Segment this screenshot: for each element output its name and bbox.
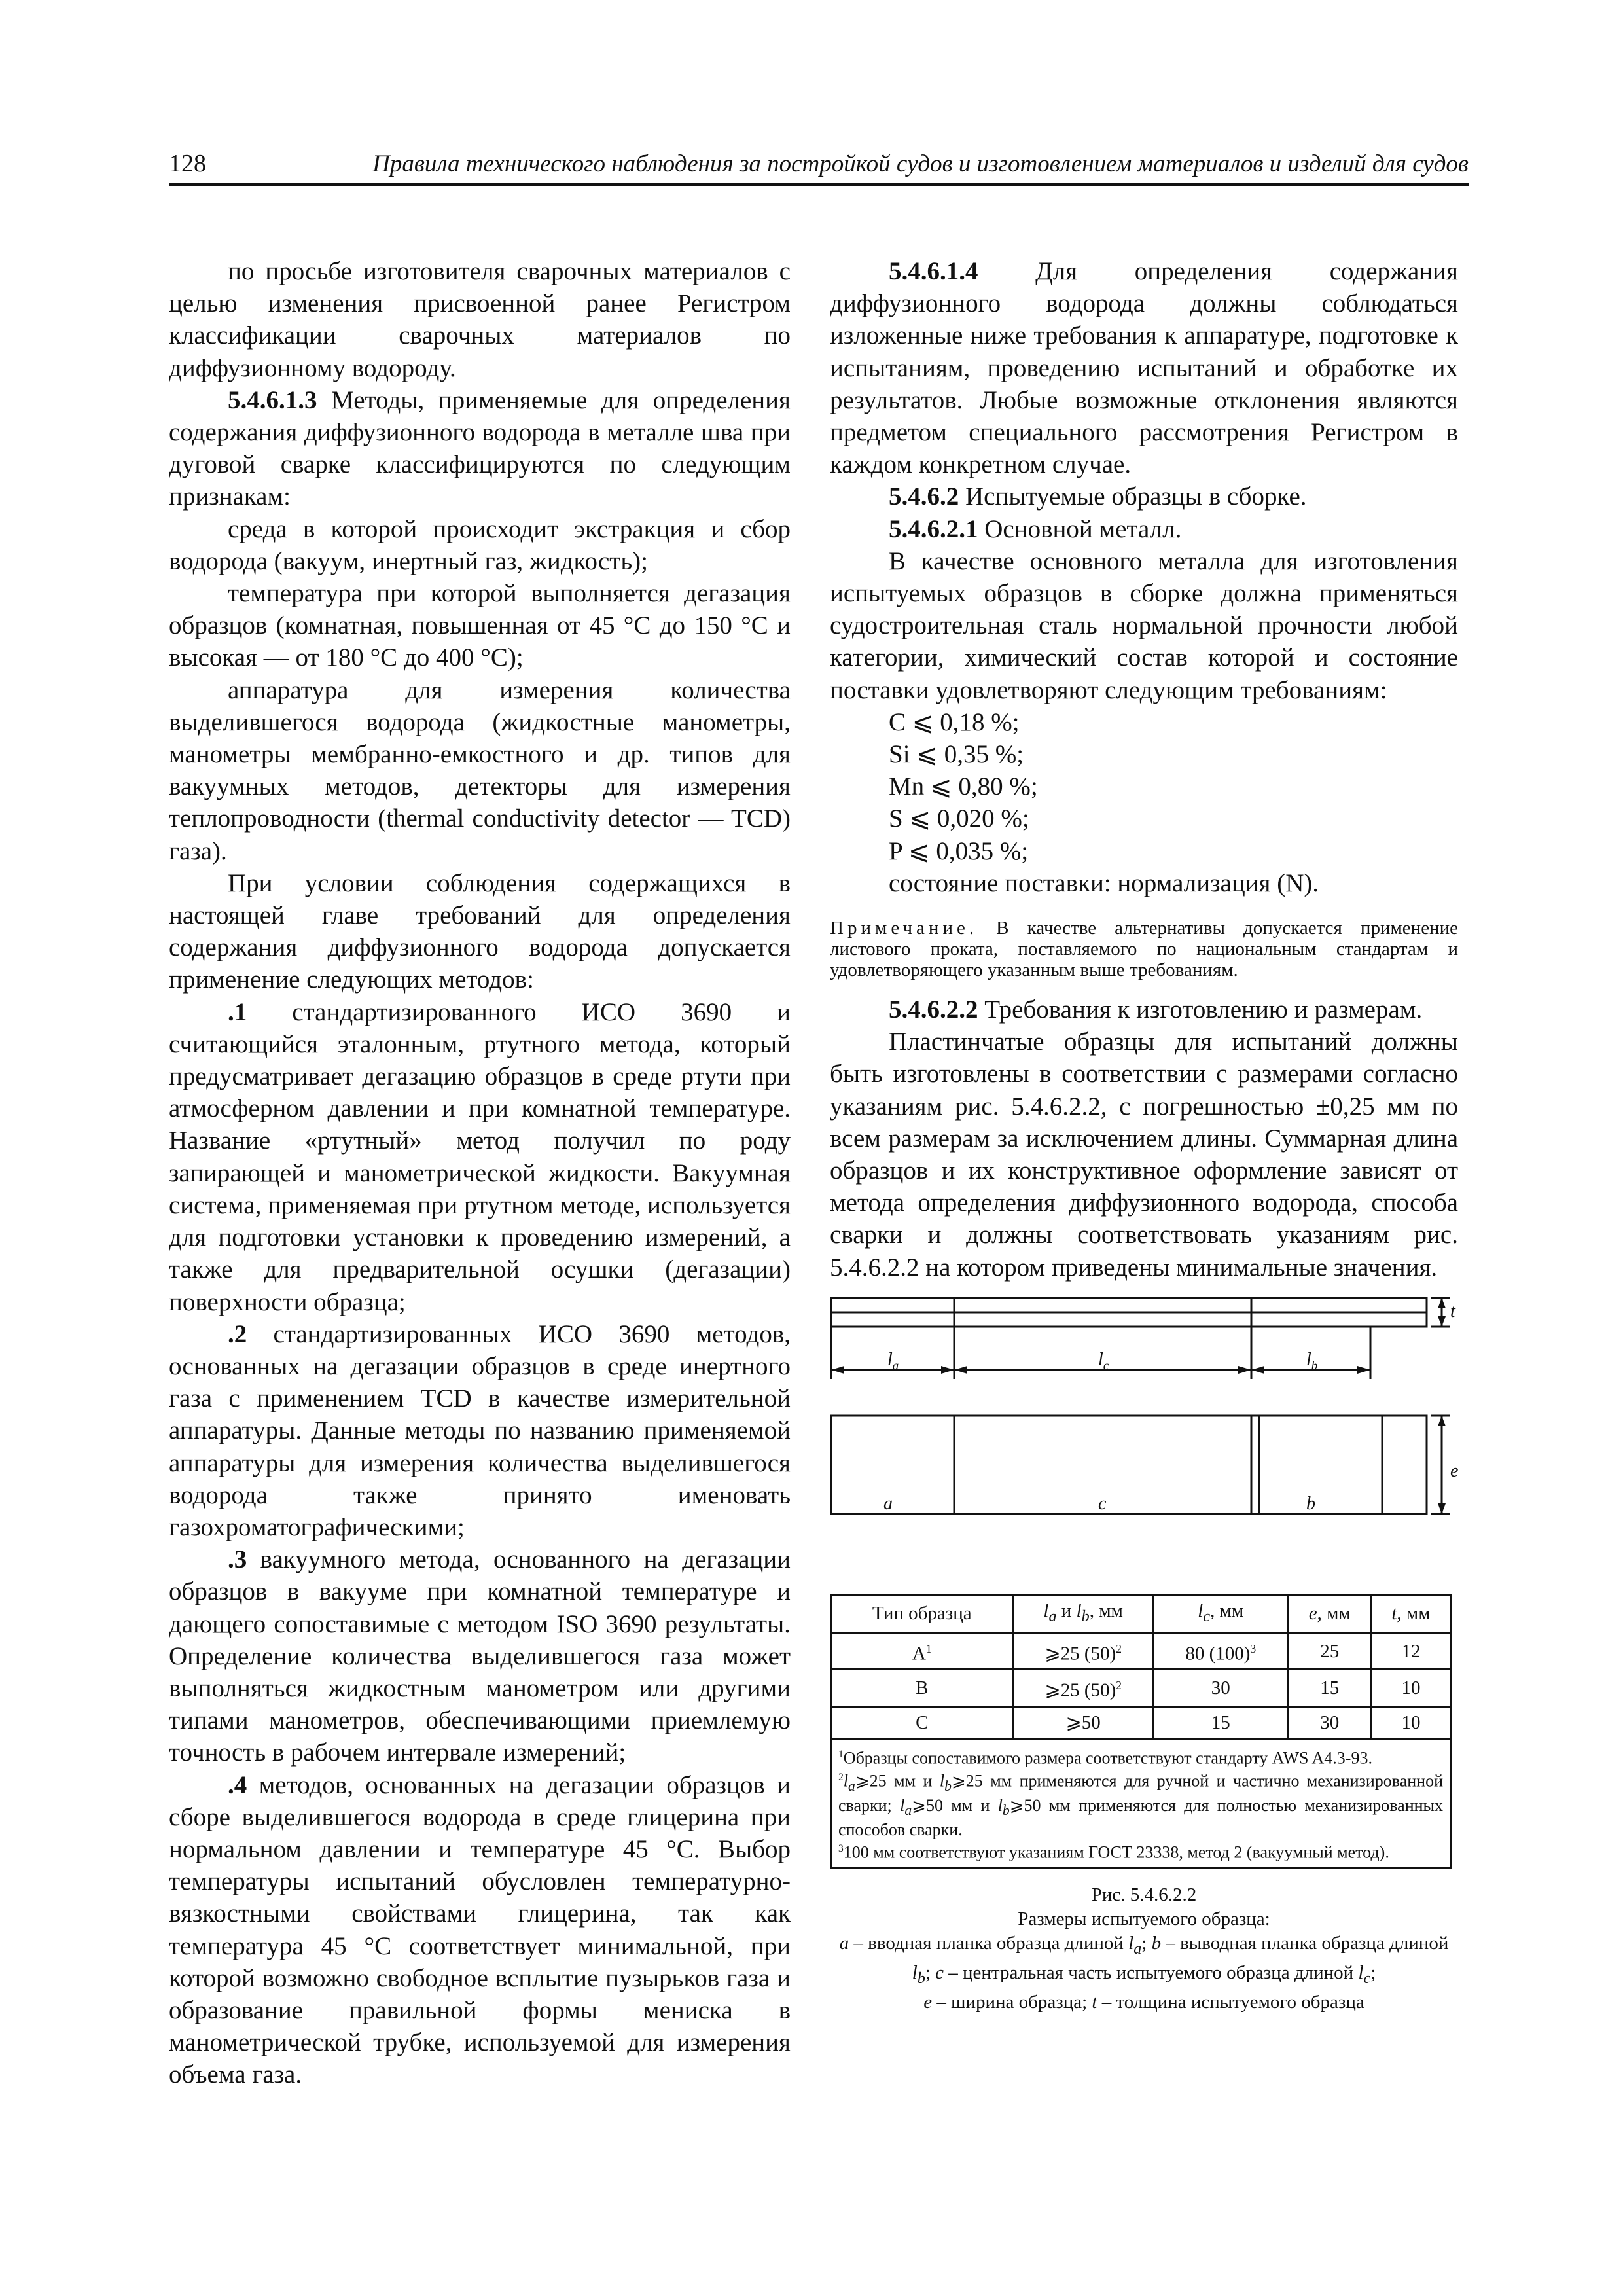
legend-text: – центральная часть испытуемого образца длиной — [944, 1962, 1359, 1984]
cell-type: B — [831, 1670, 1013, 1707]
footnote-mark: 2 — [838, 1771, 844, 1783]
footnote-3 — [838, 1839, 1443, 1862]
header-mm-2: , мм — [1210, 1600, 1244, 1621]
table-footnotes — [831, 1739, 1451, 1868]
clause-number: 5.4.6.2 — [889, 482, 959, 511]
dim-label-la-letter: l — [887, 1349, 893, 1370]
fn2-a: a — [848, 1778, 855, 1794]
paragraph: температура при которой выполняется дегазация образцов (комнатная, повышенная от 45 °C до 150 °C и высокая — от 180 °C до 400 °C); — [169, 579, 791, 672]
arrow-b-right — [1251, 1366, 1264, 1374]
legend-text: – выводная планка образца длиной — [1161, 1933, 1449, 1954]
paragraph — [169, 1769, 791, 2091]
table-row — [831, 1632, 1451, 1670]
paragraph-text: Для определения содержания диффузионного водорода должны соблюдаться изложенные ниже требования к аппаратуре, подготовке к испытаниям, проведению испытаний и обработке их результатов. Любые возможные отклонения являются предметом специального рассмотрения Регистром в каждом конкретном случае. — [830, 257, 1458, 479]
chem-c: C ⩽ 0,18 %; — [889, 708, 1020, 736]
fn2-text-2: ⩾25 мм применяются для ручной и частично механизированной сварки; — [838, 1771, 1443, 1815]
header-la: l — [1043, 1600, 1049, 1621]
plan-view-outline — [831, 1416, 1427, 1514]
item-number: .1 — [228, 997, 247, 1026]
arrow-a-left — [941, 1366, 954, 1374]
cell-la-lb — [1013, 1632, 1153, 1670]
dim-label-t: t — [1450, 1300, 1455, 1321]
header-mm-4: , мм — [1397, 1603, 1431, 1624]
footnote-mark: 3 — [838, 1842, 844, 1854]
header-t — [1371, 1594, 1450, 1632]
legend-text: – вводная планка образца длиной — [849, 1933, 1129, 1954]
table-row — [831, 1670, 1451, 1707]
part-label-a: a — [883, 1493, 893, 1514]
header-la-sub: a — [1048, 1607, 1057, 1625]
header-and: и — [1056, 1600, 1077, 1621]
dim-label-lb — [1306, 1344, 1317, 1382]
drawing-svg — [830, 1293, 1458, 1594]
paragraph — [830, 994, 1458, 1026]
running-title: Правила технического наблюдения за постройкой судов и изготовлением материалов и изделий для судов — [372, 151, 1469, 177]
legend-c: c — [935, 1962, 944, 1984]
arrow-e-top — [1438, 1416, 1446, 1426]
figure-title: Размеры испытуемого образца: — [1018, 1909, 1270, 1930]
legend-sub: a — [1133, 1940, 1142, 1958]
cell-t: 12 — [1371, 1632, 1450, 1670]
footnote-ref: 1 — [925, 1641, 932, 1655]
paragraph-text: методов, основанных на дегазации образцов и сборе выделившегося водорода в среде глицерина при нормальном давлении и температуре 45 °C. Выбор температуры испытаний обусловлен температурно-вязкостными свойствами глицерина, так как температура 45 °C соответствует минимальной, при которой возможно свободное всплытие пузырьков газа и образование правильной формы мениска в манометрической трубке, используемой для измерения объема газа. — [169, 1770, 791, 2089]
paragraph — [169, 384, 791, 513]
cell-e: 30 — [1288, 1707, 1371, 1739]
legend-t: t — [1092, 1991, 1097, 2013]
footnote-ref: 2 — [1116, 1641, 1122, 1655]
dim-label-lb-sub: b — [1311, 1359, 1318, 1373]
cell-e: 25 — [1288, 1632, 1371, 1670]
paragraph: В качестве основного металла для изготовления испытуемых образцов в сборке должна применяться судостроительная сталь нормальной прочности любой категории, химический состав которой и состояние поставки удовлетворяют следующим требованиям: — [830, 547, 1458, 704]
cell-type — [831, 1632, 1013, 1670]
arrow-t-bottom — [1438, 1316, 1446, 1327]
legend-e: e — [923, 1991, 933, 2013]
right-column — [830, 255, 1458, 2015]
paragraph — [169, 1318, 791, 1543]
legend-l: l — [1358, 1962, 1364, 1984]
paragraph — [830, 513, 1458, 545]
note — [830, 918, 1458, 980]
legend-text: ; — [1141, 1933, 1152, 1954]
cell-lab-value: ⩾25 (50) — [1044, 1643, 1116, 1664]
header-lc-letter: l — [1198, 1600, 1204, 1621]
footnote-1 — [838, 1745, 1443, 1768]
cell-lc — [1153, 1632, 1288, 1670]
clause-number: 5.4.6.1.4 — [889, 257, 978, 285]
figure-legend-2 — [830, 1990, 1458, 2015]
clause-number: 5.4.6.1.3 — [228, 386, 317, 414]
specimen-drawing — [830, 1293, 1458, 1594]
legend-a: a — [839, 1933, 849, 1954]
arrow-t-top — [1438, 1298, 1446, 1308]
header-lc — [1153, 1594, 1288, 1632]
fn2-b2: b — [1002, 1802, 1010, 1818]
cell-lc: 30 — [1153, 1670, 1288, 1707]
table-footnotes-row — [831, 1739, 1451, 1868]
part-label-c: c — [1098, 1493, 1107, 1514]
header-e-letter: e — [1308, 1603, 1317, 1624]
arrow-e-bottom — [1438, 1503, 1446, 1514]
paragraph-text: стандартизированного ИСО 3690 и считающийся эталонным, ртутного метода, который предусматривает дегазацию образцов в среде ртути при атмосферном давлении и при комнатной температуре. Название «ртутный» метод получил по роду запирающей и манометрической жидкости. Вакуумная система, применяемая при ртутном методе, используется для подготовки установки к проведению измерений, а также для предварительной осушки (дегазации) поверхности образца; — [169, 997, 791, 1316]
item-number: .4 — [228, 1770, 247, 1799]
legend-l: l — [912, 1962, 918, 1984]
dim-label-lc-letter: l — [1098, 1349, 1103, 1370]
header-la-lb — [1013, 1594, 1153, 1632]
clause-number: 5.4.6.2.1 — [889, 514, 978, 543]
header-type: Тип образца — [831, 1594, 1013, 1632]
paragraph: по просьбе изготовителя сварочных материалов с целью изменения присвоенной ранее Регистром классификации сварочных материалов по диффузионному водороду. — [169, 257, 791, 382]
cell-lc: 15 — [1153, 1707, 1288, 1739]
dim-label-la — [887, 1344, 899, 1382]
fn2-l4: l — [997, 1795, 1003, 1815]
footnote-1-text: Образцы сопоставимого размера соответствуют стандарту AWS A4.3-93. — [843, 1748, 1372, 1768]
footnote-ref: 2 — [1116, 1679, 1122, 1693]
figure-caption — [830, 1883, 1458, 2015]
note-label: Примечание. — [830, 918, 978, 939]
note-text: В качестве альтернативы допускается применение листового проката, поставляемого по национальным стандартам и удовлетворяющего указанным выше требованиям. — [830, 918, 1458, 981]
dim-label-lb-letter: l — [1306, 1349, 1311, 1370]
cell-t: 10 — [1371, 1707, 1450, 1739]
dim-label-e: e — [1450, 1460, 1459, 1481]
footnote-3-text: 100 мм соответствуют указаниям ГОСТ 23338, метод 2 (вакуумный метод). — [843, 1842, 1389, 1862]
header-t-letter: t — [1391, 1603, 1397, 1624]
left-column — [169, 255, 791, 2091]
legend-b: b — [1151, 1933, 1162, 1954]
paragraph — [830, 480, 1458, 512]
cell-t: 10 — [1371, 1670, 1450, 1707]
header-mm-3: , мм — [1317, 1603, 1351, 1624]
cell-lc-value: 80 (100) — [1185, 1643, 1251, 1664]
table-row — [831, 1707, 1451, 1739]
figure-legend-1 — [830, 1931, 1458, 1990]
chem-si: Si ⩽ 0,35 %; — [889, 740, 1024, 769]
cell-type: C — [831, 1707, 1013, 1739]
legend-sub: c — [1363, 1969, 1371, 1987]
paragraph-text: вакуумного метода, основанного на дегазации образцов в вакууме при комнатной температуре и дающего сопоставимые с методом ISO 3690 результаты. Определение количества выделившегося газа может выполняться жидкостным манометром или другими типами манометров, обеспечивающими приемлемую точность в рабочем интервале измерений; — [169, 1545, 791, 1767]
paragraph-text: Основной металл. — [978, 514, 1182, 543]
arrow-a-right — [954, 1366, 967, 1374]
fn2-text-1: ⩾25 мм и — [855, 1771, 940, 1791]
fn2-l2: l — [939, 1771, 945, 1791]
footnote-ref: 3 — [1250, 1641, 1257, 1655]
dim-label-lc-sub: c — [1103, 1359, 1109, 1373]
delivery-condition: состояние поставки: нормализация (N). — [889, 869, 1319, 897]
cell-lab-value: ⩾25 (50) — [1044, 1680, 1116, 1701]
page-header — [169, 145, 1469, 186]
chem-p: P ⩽ 0,035 %; — [889, 836, 1029, 865]
paragraph-text: Требования к изготовлению и размерам. — [978, 996, 1423, 1024]
paragraph-text: стандартизированных ИСО 3690 методов, основанных на дегазации образцов в среде инертного газа с применением TCD в качестве измерительной аппаратуры. Данные методы по названию применяемой аппаратуры для измерения количества выделившегося водорода также принято именовать газохроматографическими; — [169, 1319, 791, 1541]
specimen-dimensions-table — [830, 1594, 1452, 1869]
legend-text: – толщина испытуемого образца — [1097, 1991, 1364, 2013]
chem-s: S ⩽ 0,020 %; — [889, 804, 1029, 833]
fn2-text-3: ⩾50 мм и — [912, 1795, 998, 1815]
fn2-text-4: ⩾50 мм применяются для полностью механизированных способов сварки. — [838, 1795, 1443, 1839]
item-number: .3 — [228, 1545, 247, 1574]
fn2-a2: a — [904, 1802, 912, 1818]
fn2-l1: l — [843, 1771, 849, 1791]
fn2-b: b — [944, 1778, 952, 1794]
cell-la-lb — [1013, 1670, 1153, 1707]
footnote-mark: 1 — [838, 1749, 844, 1760]
dim-label-lc — [1098, 1344, 1109, 1382]
paragraph: среда в которой происходит экстракция и сбор водорода (вакуум, инертный газ, жидкость); — [169, 514, 791, 575]
legend-text: – ширина образца; — [932, 1991, 1092, 2013]
legend-sub: b — [917, 1969, 925, 1987]
cell-e: 15 — [1288, 1670, 1371, 1707]
table-header-row — [831, 1594, 1451, 1632]
page-number: 128 — [169, 150, 206, 177]
figure-number: Рис. 5.4.6.2.2 — [1091, 1884, 1197, 1906]
arrow-right — [1357, 1366, 1370, 1374]
header-e — [1288, 1594, 1371, 1632]
legend-l: l — [1128, 1933, 1134, 1954]
paragraph-text: Методы, применяемые для определения содержания диффузионного водорода в металле шва при дуговой сварке классифицируются по следующим признакам: — [169, 386, 791, 511]
cell-type-value: A — [912, 1643, 926, 1664]
footnote-2 — [838, 1768, 1443, 1839]
legend-text: ; — [1370, 1962, 1376, 1984]
item-number: .2 — [228, 1319, 247, 1348]
cell-la-lb: ⩾50 — [1013, 1707, 1153, 1739]
arrow-b-left — [1238, 1366, 1251, 1374]
paragraph — [830, 255, 1458, 480]
paragraph: При условии соблюдения содержащихся в настоящей главе требований для определения содержания диффузионного водорода допускается применение следующих методов: — [169, 869, 791, 994]
header-lb-sub: b — [1081, 1607, 1090, 1625]
paragraph: аппаратура для измерения количества выделившегося водорода (жидкостные манометры, манометры мембранно-емкостного и др. типов для вакуумных методов, детекторы для измерения теплопроводности (thermal conductivity detector — TCD) газа). — [169, 675, 791, 865]
paragraph — [169, 1543, 791, 1768]
legend-text: ; — [925, 1962, 936, 1984]
header-mm-1: , мм — [1089, 1600, 1123, 1621]
paragraph: Пластинчатые образцы для испытаний должны быть изготовлены в соответствии с размерами согласно указаниям рис. 5.4.6.2.2, с погрешностью ±0,25 мм по всем размерам за исключением длины. Суммарная длина образцов и их конструктивное оформление зависят от метода определения диффузионного водорода, способа сварки и должны соответствовать указаниям рис. 5.4.6.2.2 на котором приведены минимальные значения. — [830, 1028, 1458, 1282]
part-label-b: b — [1306, 1493, 1315, 1514]
paragraph-text: Испытуемые образцы в сборке. — [959, 482, 1307, 511]
paragraph — [169, 996, 791, 1318]
fn2-l3: l — [900, 1795, 905, 1815]
clause-number: 5.4.6.2.2 — [889, 996, 978, 1024]
header-lc-sub: c — [1203, 1607, 1211, 1625]
header-lb: l — [1076, 1600, 1082, 1621]
arrow-left — [831, 1366, 844, 1374]
dim-label-la-sub: a — [892, 1359, 899, 1373]
chem-mn: Mn ⩽ 0,80 %; — [889, 772, 1038, 801]
